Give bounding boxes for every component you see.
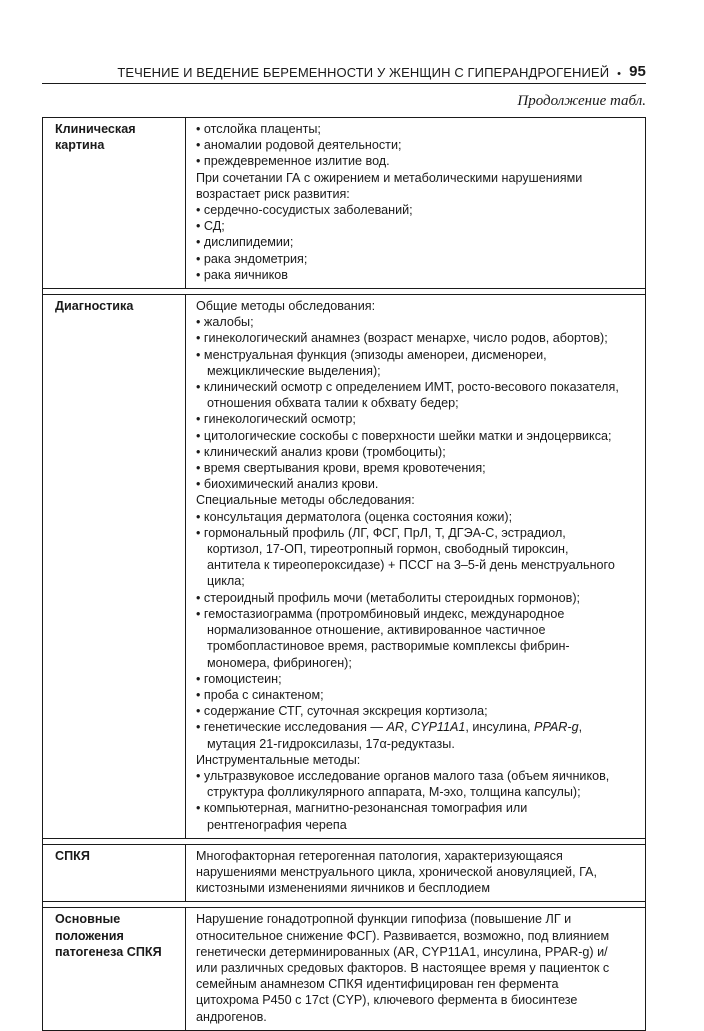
section-heading: Инструментальные методы: xyxy=(196,752,361,767)
list-item: • гинекологический анамнез (возраст менархе, число родов, абортов); xyxy=(196,330,623,346)
list-item: • гинекологический осмотр; xyxy=(196,411,623,427)
list-item: • рака эндометрия; xyxy=(196,251,623,267)
list-item: • гомоцистеин; xyxy=(196,671,623,687)
table-row-diagnostics xyxy=(43,295,646,839)
list-item: • менструальная функция (эпизоды аменореи, дисменореи, межциклические выделения); xyxy=(196,347,623,379)
list-item: • ультразвуковое исследование органов малого таза (объем яичников, структура фолликулярного аппарата, М-эхо, толщина капсулы); xyxy=(196,768,623,800)
text-run: , мутация 21-гидроксилазы, 17α-редуктазы. xyxy=(207,720,583,751)
section-heading: Общие методы обследования: xyxy=(196,299,376,314)
list-item: • жалобы; xyxy=(196,314,623,330)
list-item: • стероидный профиль мочи (метаболиты стероидных гормонов); xyxy=(196,590,623,606)
row-label-pcos: СПКЯ xyxy=(43,844,186,902)
content-table xyxy=(42,117,646,1031)
list-item: • цитологические соскобы с поверхности шейки матки и эндоцервикса; xyxy=(196,428,623,444)
table-row-pathogenesis xyxy=(43,908,646,1030)
list-item: • рака яичников xyxy=(196,267,623,283)
gene-name: AR xyxy=(386,720,405,735)
row-body-pcos: Многофакторная гетерогенная патология, характеризующаяся нарушениями менструального цикла, хронической ановуляцией, ГА, кистозными изменениями яичников и бесплодием xyxy=(186,844,646,902)
list-item: • время свертывания крови, время кровотечения; xyxy=(196,460,623,476)
row-label-diagnostics: Диагностика xyxy=(43,295,186,839)
list-item: • аномалии родовой деятельности; xyxy=(196,137,623,153)
row-body-clinical xyxy=(186,118,646,289)
list-item: • клинический анализ крови (тромбоциты); xyxy=(196,444,623,460)
list-item: • сердечно-сосудистых заболеваний; xyxy=(196,202,623,218)
paragraph: При сочетании ГА с ожирением и метаболическими нарушениями возрастает риск развития: xyxy=(196,170,583,201)
running-header xyxy=(42,60,646,84)
text-run: , xyxy=(404,720,412,735)
list-item: • проба с синактеном; xyxy=(196,687,623,703)
list-item: • гемостазиограмма (протромбиновый индекс, международное нормализованное отношение, активированное частичное тромбопластиновое время, растворимые комплексы фибрин-мономера, фибриноген); xyxy=(196,606,623,671)
row-label-clinical: Клиническая картина xyxy=(43,118,186,289)
row-label-pathogenesis: Основные положения патогенеза СПКЯ xyxy=(43,908,186,1030)
list-item: • СД; xyxy=(196,218,623,234)
text-run: генетические исследования — xyxy=(203,720,387,735)
row-body-diagnostics xyxy=(186,295,646,839)
list-item: • компьютерная, магнитно-резонансная томография или рентгенография черепа xyxy=(196,800,623,832)
list-item: • преждевременное излитие вод. xyxy=(196,153,623,169)
table-continuation-label: Продолжение табл. xyxy=(517,93,646,109)
page-number: 95 xyxy=(629,63,646,80)
list-item: • гормональный профиль (ЛГ, ФСГ, ПрЛ, Т, ДГЭА-С, эстрадиол, кортизол, 17-ОП, тиреотропный гормон, свободный тироксин, антитела к тиреопероксидазе) + ПССГ на 3–5-й день менструального цикла; xyxy=(196,525,623,590)
list-item: • дислипидемии; xyxy=(196,234,623,250)
gene-name: CYP11A1 xyxy=(411,720,466,735)
list-item: • консультация дерматолога (оценка состояния кожи); xyxy=(196,509,623,525)
list-item: • биохимический анализ крови. xyxy=(196,476,623,492)
table-row-pcos xyxy=(43,844,646,902)
list-item-genetic xyxy=(196,719,623,751)
text-run: , инсулина, xyxy=(465,720,535,735)
list-item: • содержание СТГ, суточная экскреция кортизола; xyxy=(196,703,623,719)
gene-name: PPAR-g xyxy=(534,720,579,735)
row-body-pathogenesis: Нарушение гонадотропной функции гипофиза (повышение ЛГ и относительное снижение ФСГ). Развивается, возможно, под влиянием генетически детерминированных (AR, CYP11A1, инсулина, PPAR-g) и/или различных средовых факторов. В настоящее время у пациенток с семейным анамнезом СПКЯ идентифицирован ген фермента цитохрома Р450 с 17ct (CYP), ключевого фермента в биосинтезе андрогенов. xyxy=(186,908,646,1030)
section-heading: Специальные методы обследования: xyxy=(196,493,415,508)
table-row-clinical xyxy=(43,118,646,289)
list-item: • клинический осмотр с определением ИМТ, росто-весового показателя, отношения обхвата талии к обхвату бедер; xyxy=(196,379,623,411)
list-item: • отслойка плаценты; xyxy=(196,121,623,137)
header-separator: • xyxy=(617,68,622,80)
running-title: ТЕЧЕНИЕ И ВЕДЕНИЕ БЕРЕМЕННОСТИ У ЖЕНЩИН С ГИПЕРАНДРОГЕНИЕЙ xyxy=(117,65,610,80)
